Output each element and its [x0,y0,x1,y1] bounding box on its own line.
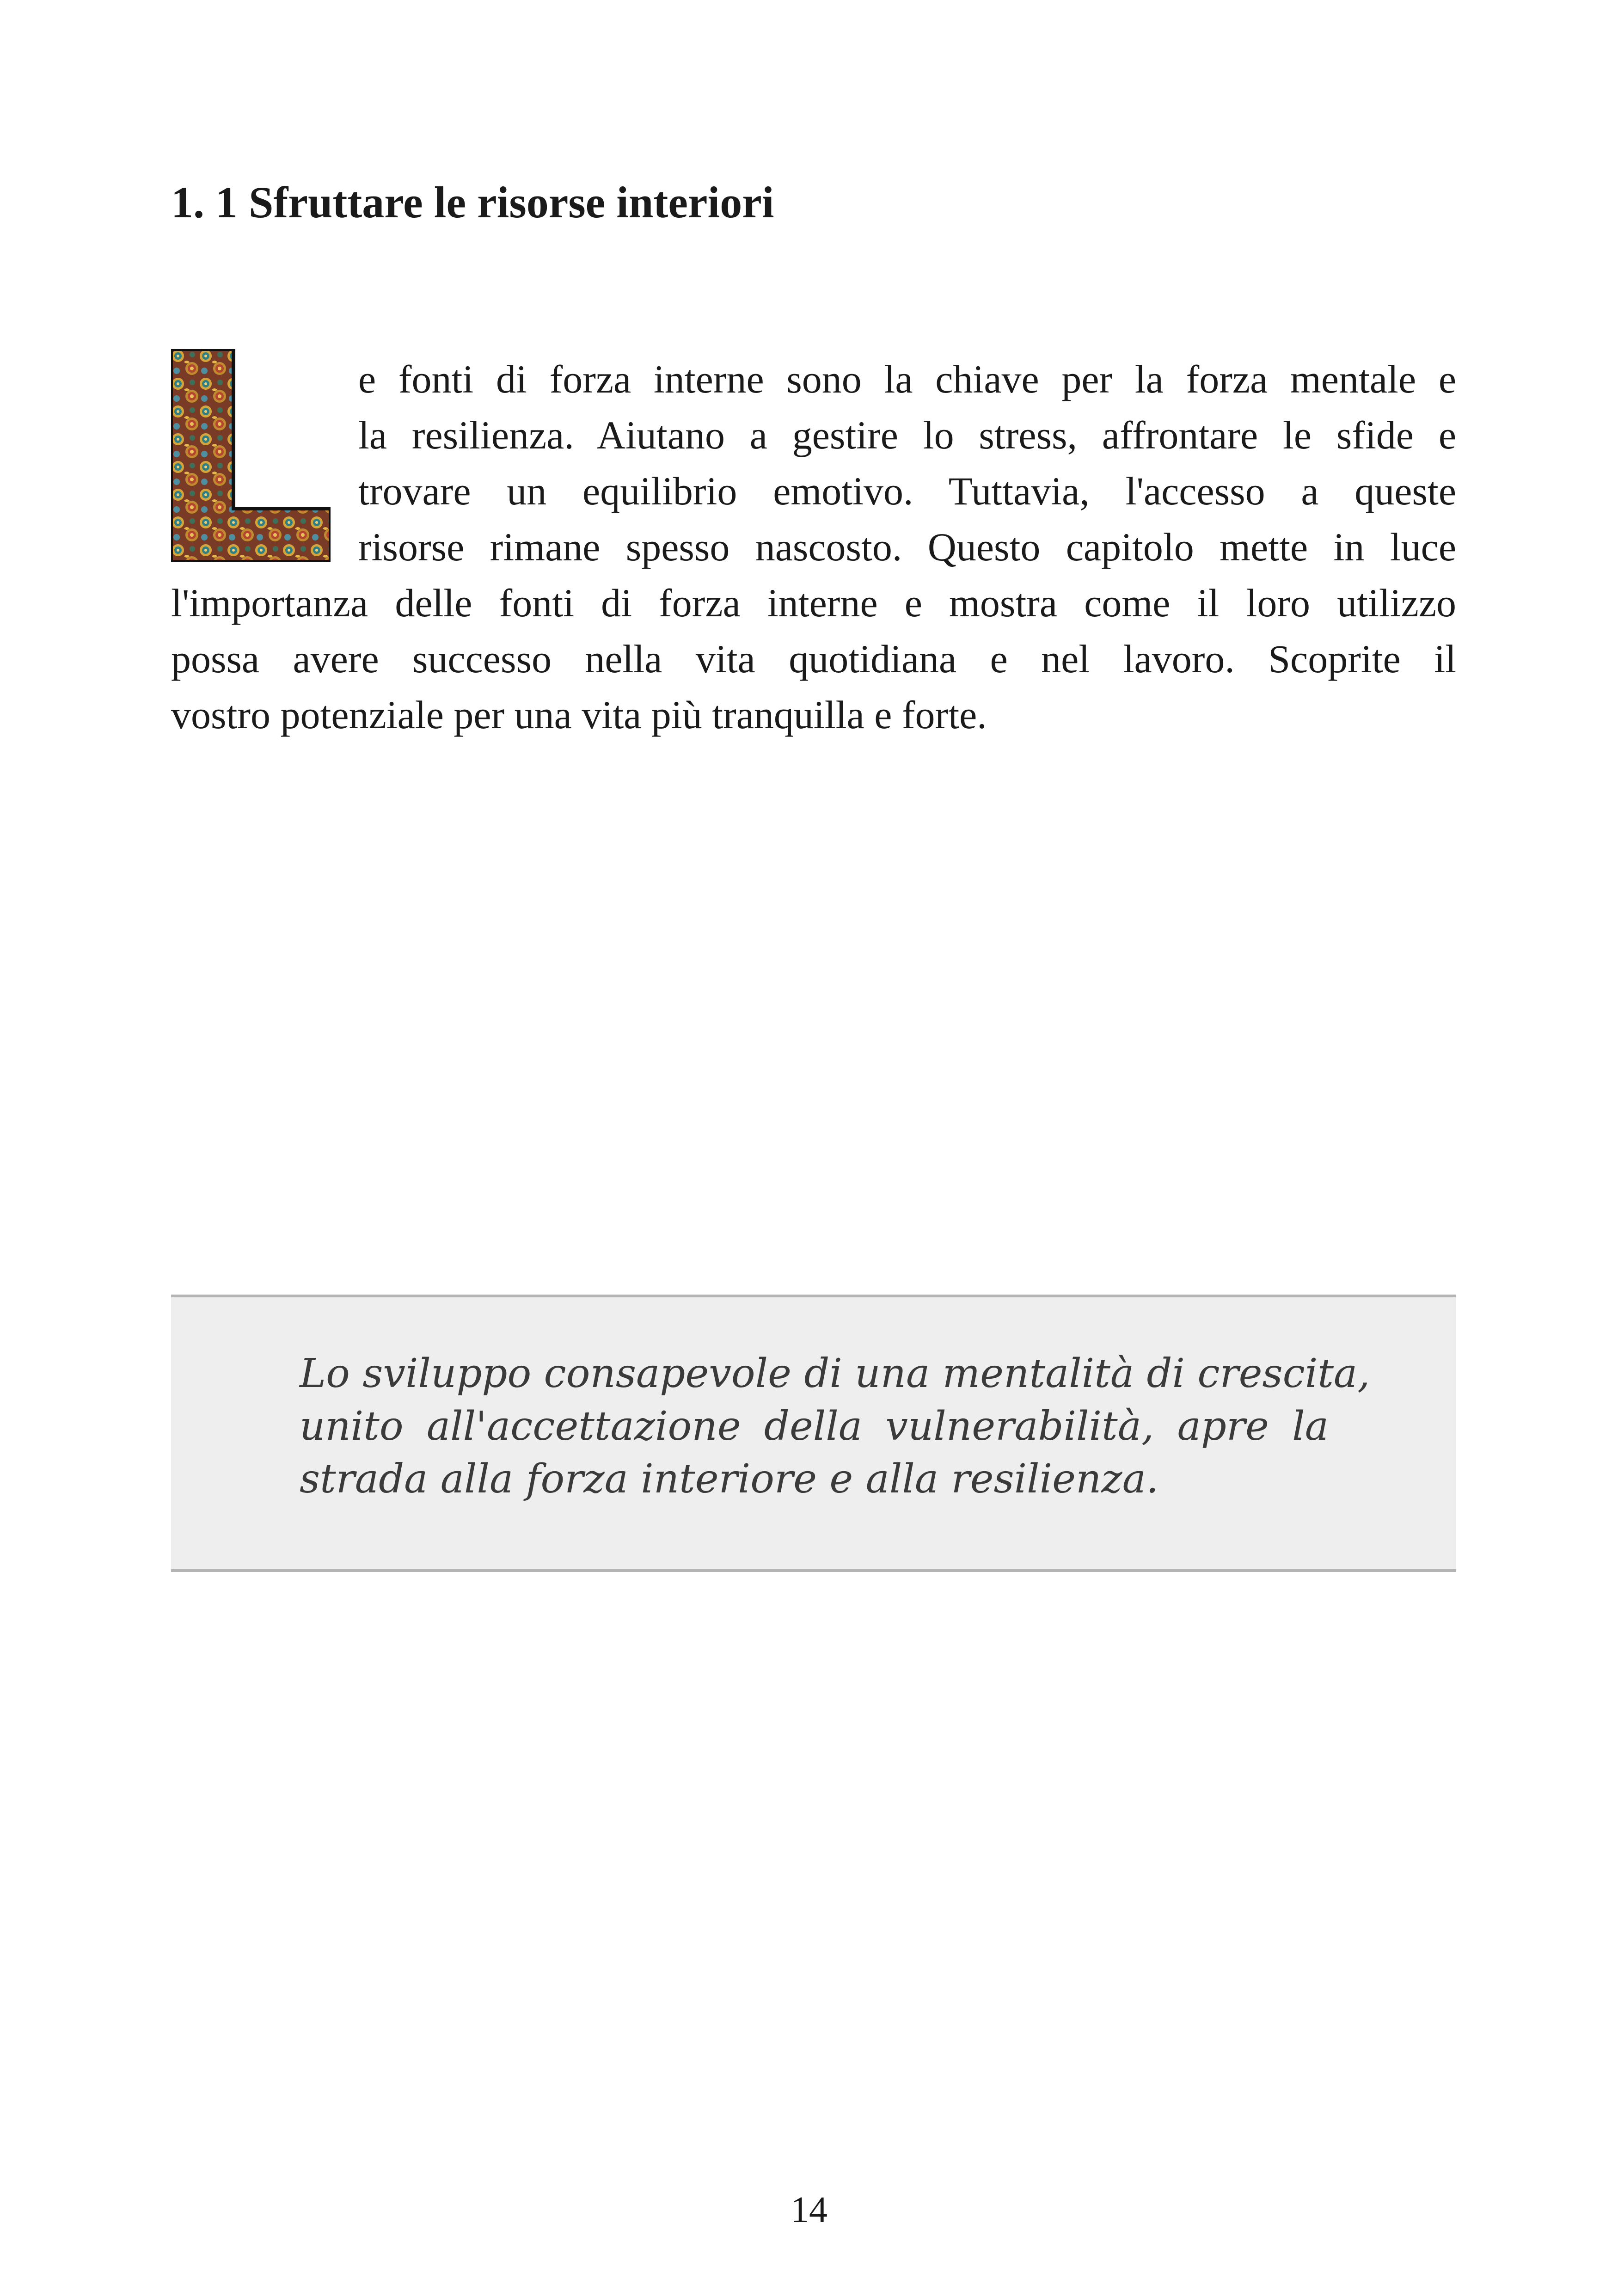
intro-paragraph [171,351,1456,743]
pull-quote-box [171,1295,1456,1572]
paragraph-line: vostro potenziale per una vita più tranquilla e forte. [171,693,987,737]
paragraph-line: l'importanza delle fonti di forza interne e mostra come il loro utilizzo [171,581,1456,625]
page-number: 14 [791,2190,827,2230]
paragraph-line: trovare un equilibrio emotivo. Tuttavia, l'accesso a queste [358,469,1456,513]
paragraph-line: possa avere successo nella vita quotidiana e nel lavoro. Scoprite il [171,637,1456,681]
pull-quote-line: Lo sviluppo consapevole di una mentalità di crescita, [300,1351,1370,1397]
paragraph-line: risorse rimane spesso nascosto. Questo capitolo mette in luce [358,525,1456,569]
paragraph-line: la resilienza. Aiutano a gestire lo stress, affrontare le sfide e [358,413,1456,457]
pull-quote-line: unito all'accettazione della vulnerabilità, apre la [300,1403,1329,1449]
pull-quote-text [300,1347,1370,1505]
section-heading: 1. 1 Sfruttare le risorse interiori [171,178,774,227]
pull-quote-line: strada alla forza interiore e alla resilienza. [300,1456,1159,1502]
paragraph-line: e fonti di forza interne sono la chiave per la forza mentale e [358,357,1456,401]
